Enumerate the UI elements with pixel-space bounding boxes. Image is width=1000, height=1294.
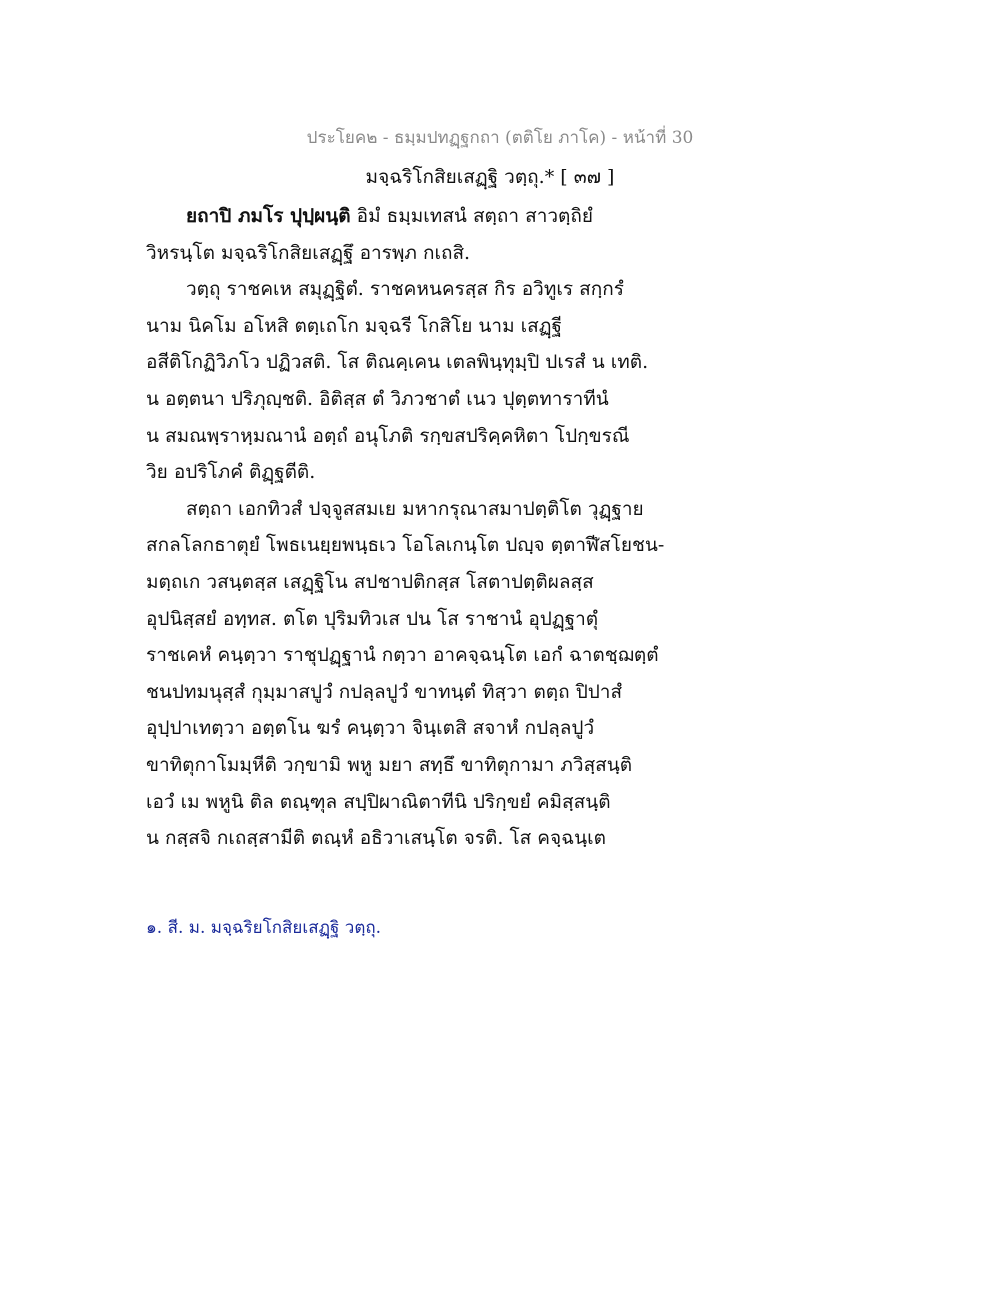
- text-line: มตฺถเก วสนฺตสฺส เสฏฺฐิโน สปชาปติกสฺส โสตาปตฺติผลสฺส: [146, 570, 594, 593]
- text-line: วตฺถุ ราชคเห สมุฏฺฐิตํ. ราชคหนครสฺส กิร อวิทูเร สกฺกรํ: [186, 278, 624, 301]
- text-line: [146, 198, 708, 235]
- text-line: วิย อปริโภคํ ติฏฺฐตีติ.: [146, 461, 316, 484]
- story-title: [0, 162, 1000, 192]
- running-title: ประโยค๒ - ธมฺมปทฏฺฐกถา (ตติโย ภาโค) - หน้าที่ 30: [306, 128, 694, 148]
- text-line: ชนปทมนุสฺสํ กุมฺมาสปูวํ กปลฺลปูวํ ขาทนฺตํ ทิสฺวา ตตฺถ ปิปาสํ: [146, 680, 623, 703]
- text-line: ราชเคหํ คนฺตฺวา ราชุปฏฺฐานํ กตฺวา อาคจฺฉนฺโต เอกํ ฉาตชฺฌตฺตํ: [146, 644, 659, 667]
- story-title-text: มจฺฉริโกสิยเสฏฺฐิ วตฺถุ.* [ ๓๗ ]: [365, 166, 615, 188]
- text-line: นาม นิคโม อโหสิ ตตฺเถโก มจฺฉรี โกสิโย นาม เสฏฺฐี: [146, 314, 562, 337]
- body-text: [146, 198, 708, 857]
- text-line: น กสฺสจิ กเถสฺสามีติ ตณฺหํ อธิวาเสนฺโต จรติ. โส คจฺฉนฺเต: [146, 827, 606, 850]
- footnote: [146, 914, 381, 941]
- text-line: สกลโลกธาตุยํ โพธเนยฺยพนฺธเว โอโลเกนฺโต ปญฺจ ตฺตาฬีสโยชน-: [146, 534, 665, 557]
- text-line: น อตฺตนา ปริภุญฺชติ. อิติสฺส ตํ วิภวชาตํ เนว ปุตฺตทาราทีนํ: [146, 387, 609, 410]
- text-line: อุปนิสฺสยํ อทฺทส. ตโต ปุริมทิวเส ปน โส ราชานํ อุปฏฺฐาตุํ: [146, 607, 599, 630]
- paragraph-1: [146, 198, 708, 271]
- text-line: เอวํ เม พหูนิ ติล ตณฺฑุล สปฺปิผาณิตาทีนิ ปริกฺขยํ คมิสฺสนฺติ: [146, 790, 611, 813]
- running-header: [0, 124, 1000, 151]
- text-line: วิหรนฺโต มจฺฉริโกสิยเสฏฺฐึ อารพฺภ กเถสิ.: [146, 241, 471, 264]
- text-line: ขาทิตุกาโมมฺหีติ วกฺขามิ พหู มยา สทฺธึ ขาทิตุกามา ภวิสฺสนฺติ: [146, 753, 633, 776]
- paragraph-3: [146, 491, 708, 857]
- text-line: อุปฺปาเทตฺวา อตฺตโน ฆรํ คนฺตฺวา จินฺเตสิ สจาหํ กปลฺลปูวํ: [146, 717, 595, 740]
- text-line: อสีติโกฏิวิภโว ปฏิวสติ. โส ติณคฺเคน เตลพินฺทุมฺปิ ปเรสํ น เทติ.: [146, 351, 649, 374]
- text-line: สตฺถา เอกทิวสํ ปจฺจูสสมเย มหากรุณาสมาปตฺติโต วุฏฺฐาย: [186, 497, 644, 520]
- verse-lead: ยถาปิ ภมโร ปุปฺผนฺติ: [186, 205, 351, 227]
- paragraph-2: [146, 271, 708, 491]
- footnote-text: ๑. สี. ม. มจฺฉริยโกสิยเสฏฺฐิ วตฺถุ.: [146, 918, 382, 938]
- text-line: น สมณพฺราหฺมณานํ อตฺถํ อนุโภติ รกฺขสปริคฺคหิตา โปกฺขรณี: [146, 424, 630, 447]
- text-line-content: อิมํ ธมฺมเทสนํ สตฺถา สาวตฺถิยํ: [350, 205, 594, 227]
